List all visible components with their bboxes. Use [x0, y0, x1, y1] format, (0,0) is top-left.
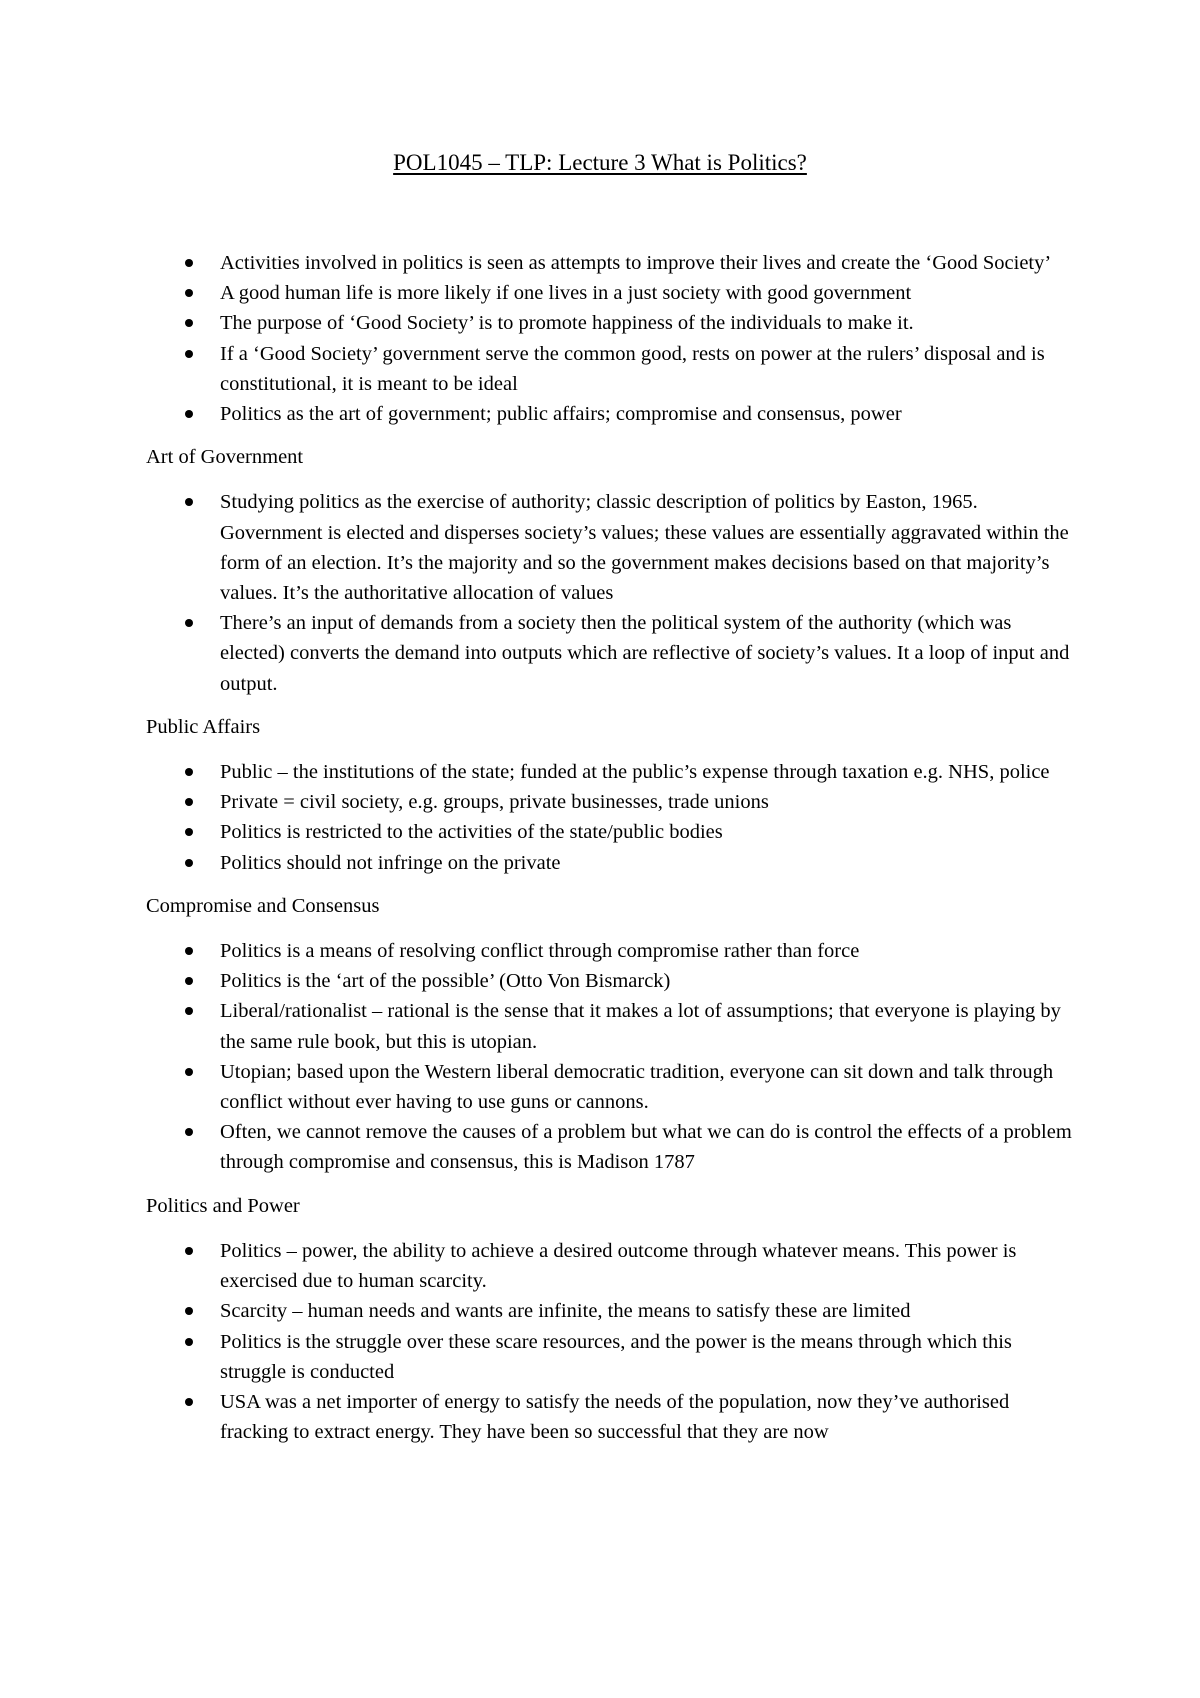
bullet-icon: [185, 859, 193, 867]
list-item-text: Politics should not infringe on the private: [220, 851, 561, 874]
list-item-text: Politics is restricted to the activities of the state/public bodies: [220, 821, 723, 844]
list-item: [146, 1236, 1076, 1296]
bullet-icon: [185, 977, 193, 985]
public-affairs-list: [146, 757, 1076, 878]
list-item-text: The purpose of ‘Good Society’ is to promote happiness of the individuals to make it.: [220, 312, 914, 335]
bullet-icon: [185, 350, 193, 358]
list-item: [146, 308, 1076, 338]
bullet-icon: [185, 828, 193, 836]
bullet-icon: [185, 259, 193, 267]
list-item-text: Public – the institutions of the state; funded at the public’s expense through taxation e.g. NHS, police: [220, 761, 1050, 784]
bullet-icon: [185, 289, 193, 297]
politics-and-power-list: [146, 1236, 1076, 1447]
list-item: [146, 399, 1076, 429]
list-item: [146, 817, 1076, 847]
list-item: [146, 1117, 1076, 1177]
list-item-text: Private = civil society, e.g. groups, private businesses, trade unions: [220, 791, 769, 814]
bullet-icon: [185, 1338, 193, 1346]
section-heading-art-of-government: Art of Government: [146, 446, 304, 469]
bullet-icon: [185, 1007, 193, 1015]
list-item-text: Scarcity – human needs and wants are infinite, the means to satisfy these are limited: [220, 1300, 911, 1323]
bullet-icon: [185, 1247, 193, 1255]
bullet-icon: [185, 1068, 193, 1076]
list-item: [146, 1327, 1076, 1387]
list-item: [146, 278, 1076, 308]
list-item-text: USA was a net importer of energy to satisfy the needs of the population, now they’ve authorised fracking to extract energy. They have been so successful that they are now: [220, 1390, 1010, 1444]
section-heading-compromise-and-consensus: Compromise and Consensus: [146, 894, 380, 917]
document-body: [146, 248, 1076, 1447]
list-item: [146, 1057, 1076, 1117]
list-item-text: Activities involved in politics is seen as attempts to improve their lives and create the ‘Good Society’: [220, 252, 1052, 274]
list-item: [146, 1387, 1076, 1447]
list-item-text: A good human life is more likely if one lives in a just society with good government: [220, 282, 912, 305]
bullet-icon: [185, 768, 193, 776]
bullet-icon: [185, 410, 193, 418]
list-item: [146, 757, 1076, 787]
list-item: [146, 487, 1076, 608]
list-item: [146, 936, 1076, 966]
list-item-text: If a ‘Good Society’ government serve the common good, rests on power at the rulers’ disposal and is constitutional, it is meant to be ideal: [220, 342, 1045, 395]
list-item-text: Politics – power, the ability to achieve a desired outcome through whatever means. This power is exercised due to human scarcity.: [220, 1239, 1017, 1293]
list-item-text: Politics is a means of resolving conflict through compromise rather than force: [220, 940, 860, 963]
bullet-icon: [185, 798, 193, 806]
bullet-icon: [185, 319, 193, 327]
list-item: [146, 787, 1076, 817]
bullet-icon: [185, 1307, 193, 1315]
bullet-icon: [185, 947, 193, 955]
list-item: [146, 996, 1076, 1056]
intro-list: [146, 248, 1076, 429]
bullet-icon: [185, 619, 193, 627]
list-item-text: Often, we cannot remove the causes of a problem but what we can do is control the effects of a problem through compromise and consensus, this is Madison 1787: [220, 1121, 1072, 1174]
list-item: [146, 608, 1076, 699]
list-item-text: There’s an input of demands from a society then the political system of the authority (which was elected) converts the demand into outputs which are reflective of society’s values. It a loop of input and output.: [220, 612, 1070, 695]
list-item-text: Utopian; based upon the Western liberal democratic tradition, everyone can sit down and talk through conflict without ever having to use guns or cannons.: [220, 1060, 1054, 1114]
list-item: [146, 966, 1076, 996]
list-item-text: Politics as the art of government; public affairs; compromise and consensus, power: [220, 403, 902, 426]
list-item-text: Politics is the struggle over these scare resources, and the power is the means through which this struggle is conducted: [220, 1330, 1012, 1383]
list-item: [146, 339, 1076, 399]
art-of-government-list: [146, 487, 1076, 698]
bullet-icon: [185, 1128, 193, 1136]
list-item-text: Studying politics as the exercise of authority; classic description of politics by Easton, 1965. Government is elected and disperses society’s values; these values are essentially aggravated within the form of an election. It’s the majority and so the government makes decisions based on that majority’s values. It’s the authoritative allocation of values: [220, 491, 1069, 605]
list-item: [146, 1296, 1076, 1326]
section-heading-politics-and-power: Politics and Power: [146, 1194, 300, 1217]
compromise-and-consensus-list: [146, 936, 1076, 1178]
bullet-icon: [185, 498, 193, 506]
list-item: [146, 848, 1076, 878]
section-heading-public-affairs: Public Affairs: [146, 715, 261, 738]
bullet-icon: [185, 1398, 193, 1406]
list-item-text: Politics is the ‘art of the possible’ (Otto Von Bismarck): [220, 970, 671, 993]
list-item: [146, 248, 1076, 278]
list-item-text: Liberal/rationalist – rational is the sense that it makes a lot of assumptions; that everyone is playing by the same rule book, but this is utopian.: [220, 1000, 1061, 1053]
page-title: POL1045 – TLP: Lecture 3 What is Politics?: [393, 150, 807, 175]
